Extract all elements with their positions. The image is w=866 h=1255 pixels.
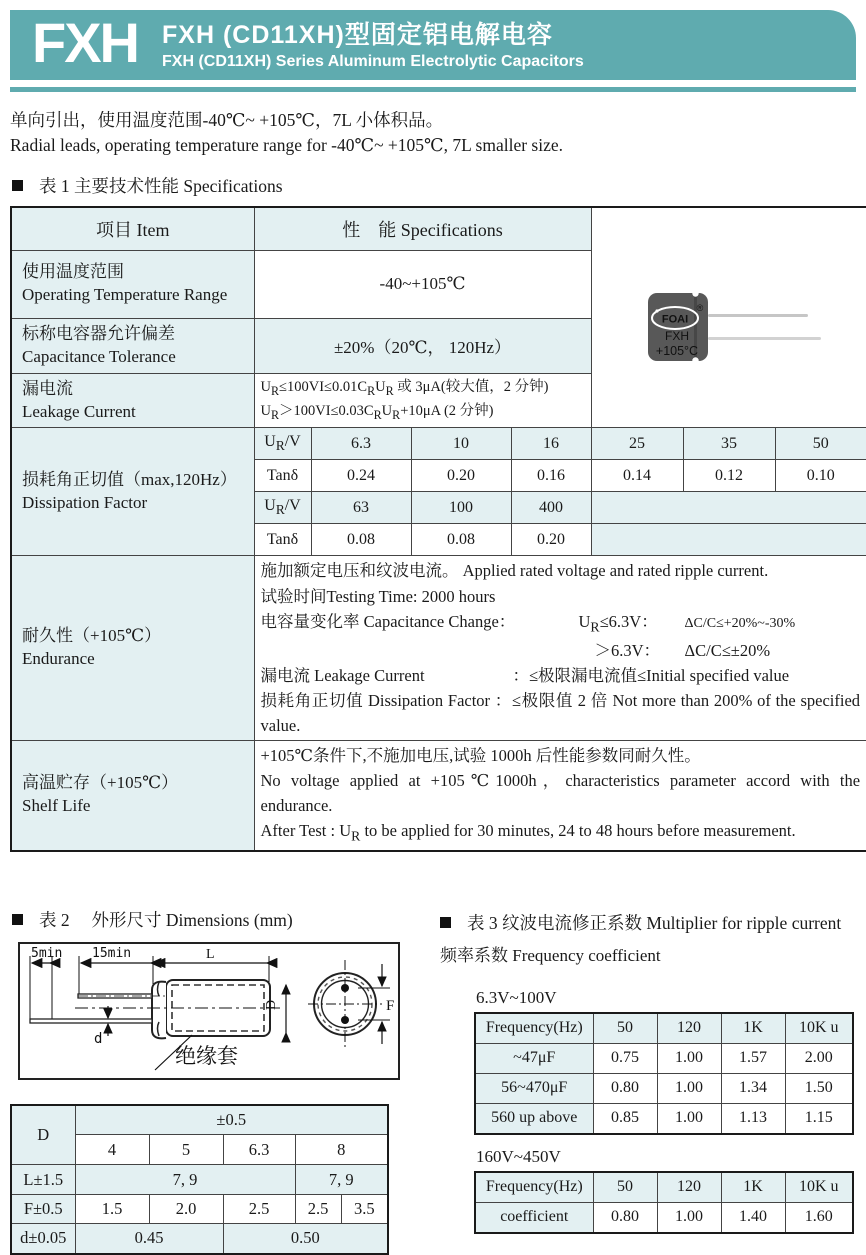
header-rule bbox=[10, 87, 856, 92]
table-cell: 6.3 bbox=[311, 428, 411, 460]
table-cell: 0.80 bbox=[593, 1202, 657, 1233]
table-cell: 6.3 bbox=[223, 1135, 295, 1165]
capacitance-change-val2: ΔC/C≤±20% bbox=[684, 640, 771, 660]
empty-cell bbox=[591, 492, 866, 524]
leakage-after-val: ：≤极限漏电流值≤Initial specified value bbox=[512, 665, 790, 685]
square-bullet-icon bbox=[440, 917, 451, 928]
square-bullet-icon bbox=[12, 180, 23, 191]
dim-15min-label: 15min bbox=[92, 945, 132, 961]
row-label-endurance-en: Endurance bbox=[22, 649, 95, 669]
row-label-dissipation bbox=[11, 428, 254, 556]
table-cell: 1.13 bbox=[721, 1103, 785, 1134]
row-label-temperature-cn: 使用温度范围 bbox=[22, 262, 124, 282]
dimension-drawing bbox=[20, 944, 398, 1078]
table-cell: 16 bbox=[511, 428, 591, 460]
table-cell: 35 bbox=[683, 428, 775, 460]
endurance-line6: 损耗角正切值 Dissipation Factor ：≤极限值 2 倍 Not more than 200% of the specified value. bbox=[260, 690, 861, 736]
endurance-line5 bbox=[261, 663, 861, 688]
empty-cell bbox=[591, 524, 866, 556]
temperature-value: -40~+105℃ bbox=[254, 250, 591, 318]
col-header-item: 项目 Item bbox=[11, 207, 254, 251]
leakage-line1: $U_R\le 100VI\le 0.01C_RU_R$ 或 3μA(较大值，2 分钟) bbox=[260, 379, 549, 398]
table-cell: 7, 9 bbox=[75, 1165, 295, 1195]
coefficient-label: coefficient bbox=[475, 1202, 593, 1233]
bottom-area bbox=[10, 892, 856, 1255]
table-cell: 2.5 bbox=[295, 1195, 341, 1224]
tan-header: Tanδ bbox=[254, 460, 311, 492]
shelf-line2: No voltage applied at +105℃1000h，characteristics parameter accord with the endurance. bbox=[260, 771, 861, 816]
shelf-life-value bbox=[254, 741, 866, 851]
intro-line-en: Radial leads, operating temperature range for -40℃~ +105℃, 7L smaller size. bbox=[10, 134, 564, 155]
capacitance-change-cond2: ＞6.3V： bbox=[594, 640, 661, 660]
leakage-line2: $U_R>100VI\le 0.03C_RU_R+10\mu A$ (2 分钟) bbox=[260, 402, 494, 422]
urv-header: $U_R/V$ bbox=[254, 428, 311, 460]
endurance-line2: 试验时间Testing Time: 2000 hours bbox=[260, 586, 496, 606]
voltage-range-1: 6.3V~100V bbox=[476, 987, 557, 1007]
table-cell: 0.08 bbox=[411, 524, 511, 556]
header-titles bbox=[162, 20, 584, 71]
table-cell: 4 bbox=[75, 1135, 149, 1165]
row-label-leakage-cn: 漏电流 bbox=[22, 378, 73, 398]
specifications-table bbox=[10, 206, 866, 852]
row-label-dissipation-en: Dissipation Factor bbox=[22, 492, 148, 512]
table-cell: 1.34 bbox=[721, 1073, 785, 1103]
dim-f-header: F±0.5 bbox=[11, 1195, 75, 1224]
crimp-notch-bottom bbox=[692, 357, 698, 363]
sleeve-cap bbox=[152, 981, 166, 1038]
dim-d-label: d bbox=[94, 1030, 103, 1047]
table-cell: 1.00 bbox=[657, 1202, 721, 1233]
table-cell: 2.0 bbox=[149, 1195, 223, 1224]
table-cell: 1.5 bbox=[75, 1195, 149, 1224]
intro-line-cn: 单向引出，使用温度范围-40℃~ +105℃，7L 小体积品。 bbox=[10, 110, 444, 130]
ripple-table-high-voltage bbox=[474, 1171, 854, 1234]
table-cell: 1.60 bbox=[785, 1202, 853, 1233]
table-cell: 120 bbox=[657, 1013, 721, 1044]
section-title-table2 bbox=[10, 907, 438, 932]
dimensions-table bbox=[10, 1104, 389, 1255]
table-cell: 1.40 bbox=[721, 1202, 785, 1233]
table-cell: 1.00 bbox=[657, 1103, 721, 1134]
dimension-drawing-box bbox=[18, 942, 400, 1080]
dim-l-header: L±1.5 bbox=[11, 1165, 75, 1195]
series-text: FXH bbox=[664, 329, 689, 344]
dim-l-label: L bbox=[206, 946, 215, 962]
temp-text: +105°C bbox=[655, 344, 698, 359]
section-subtitle-table3: 频率系数 Frequency coefficient bbox=[440, 945, 661, 965]
table-cell: 0.85 bbox=[593, 1103, 657, 1134]
dim-dd-header: d±0.05 bbox=[11, 1224, 75, 1254]
shelf-line1: +105℃条件下,不施加电压,试验 1000h 后性能参数同耐久性。 bbox=[260, 746, 701, 766]
table-cell: 0.24 bbox=[311, 460, 411, 492]
header-banner bbox=[10, 10, 856, 80]
col-header-spec: 性 能 Specifications bbox=[254, 207, 591, 251]
dim-d-header: D bbox=[11, 1105, 75, 1165]
leakage-after-label: 漏电流 Leakage Current bbox=[260, 665, 425, 685]
leakage-value bbox=[254, 373, 591, 428]
ripple-column bbox=[438, 892, 856, 1255]
table-cell: 1.00 bbox=[657, 1073, 721, 1103]
table-cell: 10K u bbox=[785, 1172, 853, 1203]
table-cell: 1K bbox=[721, 1172, 785, 1203]
tolerance-value: ±20%（20℃， 120Hz） bbox=[254, 318, 591, 373]
dim-dia-label: D bbox=[264, 999, 279, 1010]
table-cell: 5 bbox=[149, 1135, 223, 1165]
page-title-cn: FXH (CD11XH)型固定铝电解电容 bbox=[162, 20, 553, 49]
capacitor-lead-bottom bbox=[708, 337, 821, 340]
square-bullet-icon bbox=[12, 914, 23, 925]
table-cell: 63 bbox=[311, 492, 411, 524]
capacitor-photo bbox=[598, 218, 866, 412]
capacitance-change-val1: ΔC/C≤+20%~-30% bbox=[684, 615, 796, 631]
section-title-table1 bbox=[10, 173, 856, 198]
table-cell: 1.00 bbox=[657, 1043, 721, 1073]
section-title-table1-text: 表 1 主要技术性能 Specifications bbox=[39, 175, 283, 196]
freq-header: Frequency(Hz) bbox=[475, 1172, 593, 1203]
brand-dot bbox=[655, 309, 658, 312]
urv-header: $U_R/V$ bbox=[254, 492, 311, 524]
series-logo: FXH bbox=[32, 11, 138, 74]
table-cell: 0.16 bbox=[511, 460, 591, 492]
row-label-temperature-en: Operating Temperature Range bbox=[22, 285, 228, 305]
dim-tolerance: ±0.5 bbox=[75, 1105, 388, 1135]
row-label-leakage bbox=[11, 373, 254, 428]
capacitor-photo-cell bbox=[591, 207, 866, 428]
row-label-tolerance-en: Capacitance Tolerance bbox=[22, 346, 176, 366]
table-cell: 1.15 bbox=[785, 1103, 853, 1134]
table-cell: 100 bbox=[411, 492, 511, 524]
row-label-shelf-life bbox=[11, 741, 254, 851]
registered-mark: ® bbox=[696, 303, 703, 314]
dimensions-column bbox=[10, 892, 438, 1255]
row-label-tolerance bbox=[11, 318, 254, 373]
dim-f-label: F bbox=[386, 997, 395, 1014]
intro-paragraph bbox=[10, 108, 856, 158]
row-label-shelf-life-en: Shelf Life bbox=[22, 796, 91, 816]
sleeve-label: 绝缘套 bbox=[175, 1043, 238, 1068]
table-cell: 1.50 bbox=[785, 1073, 853, 1103]
table-cell: 0.14 bbox=[591, 460, 683, 492]
lead-hole-bottom bbox=[341, 1016, 349, 1024]
table-cell: 1.57 bbox=[721, 1043, 785, 1073]
table-cell: 0.45 bbox=[75, 1224, 223, 1254]
row-label: ~47μF bbox=[475, 1043, 593, 1073]
table-cell: 400 bbox=[511, 492, 591, 524]
table-cell: 0.20 bbox=[411, 460, 511, 492]
table-cell: 0.08 bbox=[311, 524, 411, 556]
table-cell: 8 bbox=[295, 1135, 388, 1165]
table-cell: 0.80 bbox=[593, 1073, 657, 1103]
section-title-table3-text: 表 3 纹波电流修正系数 Multiplier for ripple current bbox=[467, 912, 842, 933]
table-cell: 50 bbox=[593, 1013, 657, 1044]
tan-header: Tanδ bbox=[254, 524, 311, 556]
capacitance-change-label: 电容量变化率 Capacitance Change： bbox=[260, 611, 516, 631]
row-label: 560 up above bbox=[475, 1103, 593, 1134]
endurance-value bbox=[254, 556, 866, 741]
table-cell: 50 bbox=[593, 1172, 657, 1203]
capacitor-lead-top bbox=[708, 314, 808, 317]
table-cell: 2.5 bbox=[223, 1195, 295, 1224]
table-cell: 50 bbox=[775, 428, 866, 460]
capacitance-change-cond1: $U_R\le 6.3V$： bbox=[578, 611, 658, 634]
table-cell: 25 bbox=[591, 428, 683, 460]
row-label-temperature bbox=[11, 250, 254, 318]
table-cell: 2.00 bbox=[785, 1043, 853, 1073]
brand-text: FOAI bbox=[661, 313, 688, 326]
section-title-table2-text: 表 2 外形尺寸 Dimensions (mm) bbox=[39, 909, 293, 930]
endurance-line4 bbox=[261, 638, 861, 663]
table-cell: 0.10 bbox=[775, 460, 866, 492]
table-cell: 1K bbox=[721, 1013, 785, 1044]
endurance-line1: 施加额定电压和纹波电流。 Applied rated voltage and rated ripple current. bbox=[260, 561, 769, 581]
table-cell: 0.12 bbox=[683, 460, 775, 492]
dim-5min-label: 5min bbox=[31, 945, 63, 961]
lead-bottom bbox=[30, 1019, 152, 1023]
row-label-dissipation-cn: 损耗角正切值（max,120Hz） bbox=[22, 470, 237, 489]
table-cell: 3.5 bbox=[341, 1195, 388, 1224]
table-cell: 10K u bbox=[785, 1013, 853, 1044]
table-cell: 7, 9 bbox=[295, 1165, 388, 1195]
table-cell: 0.75 bbox=[593, 1043, 657, 1073]
lead-hole-top bbox=[341, 984, 349, 992]
table-cell: 0.20 bbox=[511, 524, 591, 556]
crimp-notch-top bbox=[692, 290, 698, 296]
row-label-shelf-life-cn: 高温贮存（+105℃） bbox=[22, 773, 179, 793]
freq-header: Frequency(Hz) bbox=[475, 1013, 593, 1044]
table-cell: 10 bbox=[411, 428, 511, 460]
table-cell: 0.50 bbox=[223, 1224, 388, 1254]
row-label-leakage-en: Leakage Current bbox=[22, 401, 136, 421]
row-label-endurance bbox=[11, 556, 254, 741]
page-title-en: FXH (CD11XH) Series Aluminum Electrolytic Capacitors bbox=[162, 52, 584, 70]
shelf-line3: After Test : $U_R$ to be applied for 30 minutes, 24 to 48 hours before measurement. bbox=[260, 821, 796, 844]
row-label-endurance-cn: 耐久性（+105℃） bbox=[22, 626, 162, 646]
section-title-table3 bbox=[438, 910, 856, 935]
ripple-table-low-voltage bbox=[474, 1012, 854, 1135]
row-label-tolerance-cn: 标称电容器允许偏差 bbox=[22, 323, 175, 343]
row-label: 56~470μF bbox=[475, 1073, 593, 1103]
voltage-range-2: 160V~450V bbox=[476, 1146, 561, 1166]
table-cell: 120 bbox=[657, 1172, 721, 1203]
endurance-line3 bbox=[261, 609, 861, 638]
